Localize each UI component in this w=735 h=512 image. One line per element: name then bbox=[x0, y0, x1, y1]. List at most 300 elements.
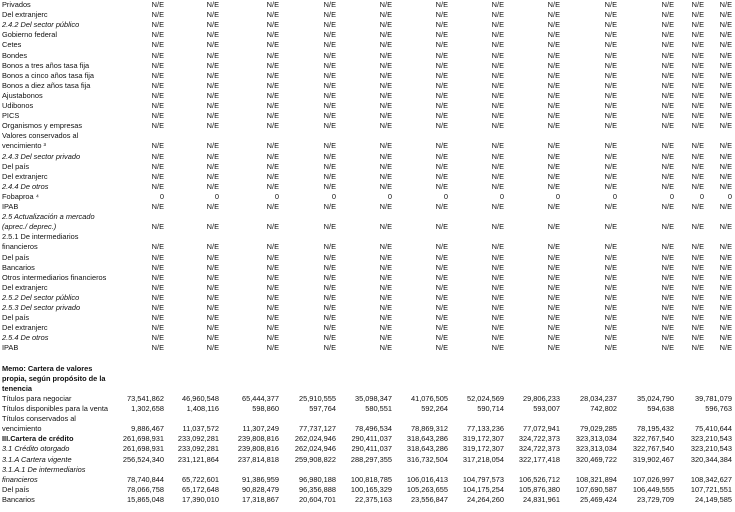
table-cell: N/E bbox=[151, 50, 164, 60]
table-cell: N/E bbox=[151, 90, 164, 100]
table-cell: 106,449,555 bbox=[632, 484, 674, 494]
table-cell: 41,076,505 bbox=[411, 393, 448, 403]
table-cell: 78,496,534 bbox=[355, 424, 392, 434]
row-label: vencimiento ³ bbox=[2, 141, 46, 151]
table-cell: N/E bbox=[604, 292, 617, 302]
table-cell: 322,767,540 bbox=[632, 434, 674, 444]
table-cell: N/E bbox=[547, 60, 560, 70]
table-cell: 104,175,254 bbox=[462, 484, 504, 494]
table-cell: N/E bbox=[435, 282, 448, 292]
table-cell: N/E bbox=[661, 292, 674, 302]
table-cell: N/E bbox=[719, 10, 732, 20]
table-cell: N/E bbox=[435, 60, 448, 70]
row-label: Títulos para negociar bbox=[2, 393, 72, 403]
row-label: Bancarios bbox=[2, 494, 35, 504]
table-cell: N/E bbox=[379, 40, 392, 50]
table-cell: N/E bbox=[547, 313, 560, 323]
table-cell: N/E bbox=[719, 323, 732, 333]
table-cell: N/E bbox=[491, 202, 504, 211]
table-cell: N/E bbox=[604, 40, 617, 50]
table-cell: N/E bbox=[719, 262, 732, 272]
table-cell: N/E bbox=[691, 282, 704, 292]
table-cell: N/E bbox=[547, 202, 560, 211]
table-cell: 290,411,037 bbox=[351, 434, 392, 444]
table-cell: N/E bbox=[323, 20, 336, 30]
table-cell: 79,029,285 bbox=[580, 424, 617, 434]
table-cell: N/E bbox=[604, 252, 617, 262]
table-cell: 261,698,931 bbox=[122, 434, 164, 444]
table-cell: N/E bbox=[491, 262, 504, 272]
table-cell: 52,024,569 bbox=[467, 393, 504, 403]
table-cell: N/E bbox=[151, 30, 164, 40]
table-cell: N/E bbox=[691, 40, 704, 50]
table-cell: N/E bbox=[435, 161, 448, 171]
table-cell: 319,902,467 bbox=[632, 454, 674, 464]
table-cell: N/E bbox=[719, 0, 732, 9]
table-cell: 23,556,847 bbox=[411, 494, 448, 504]
table-cell: N/E bbox=[719, 111, 732, 121]
table-cell: N/E bbox=[266, 333, 279, 343]
row-label: financieros bbox=[2, 474, 38, 484]
table-cell: N/E bbox=[547, 101, 560, 110]
table-cell: N/E bbox=[661, 171, 674, 181]
table-cell: N/E bbox=[491, 323, 504, 333]
table-cell: N/E bbox=[206, 151, 219, 161]
table-cell: N/E bbox=[719, 121, 732, 131]
table-cell: N/E bbox=[661, 101, 674, 110]
table-cell: 592,264 bbox=[421, 404, 448, 413]
table-cell: N/E bbox=[547, 171, 560, 181]
table-cell: N/E bbox=[491, 252, 504, 262]
table-cell: N/E bbox=[206, 313, 219, 323]
table-cell: 0 bbox=[331, 191, 336, 201]
table-cell: 231,121,864 bbox=[177, 454, 219, 464]
row-label: Del extranjerc bbox=[2, 171, 48, 181]
table-cell: N/E bbox=[323, 30, 336, 40]
row-label: Ajustabonos bbox=[2, 90, 43, 100]
table-cell: 22,375,163 bbox=[355, 494, 392, 504]
table-cell: N/E bbox=[323, 272, 336, 282]
table-cell: N/E bbox=[491, 80, 504, 90]
table-cell: N/E bbox=[691, 10, 704, 20]
table-cell: N/E bbox=[435, 323, 448, 333]
table-cell: N/E bbox=[323, 222, 336, 232]
table-cell: N/E bbox=[691, 333, 704, 343]
table-cell: N/E bbox=[379, 202, 392, 211]
table-cell: N/E bbox=[661, 303, 674, 312]
table-cell: N/E bbox=[604, 20, 617, 30]
table-cell: N/E bbox=[435, 40, 448, 50]
table-cell: N/E bbox=[547, 161, 560, 171]
table-cell: N/E bbox=[691, 141, 704, 151]
table-cell: N/E bbox=[206, 90, 219, 100]
table-cell: N/E bbox=[604, 272, 617, 282]
table-cell: N/E bbox=[547, 121, 560, 131]
table-cell: 580,551 bbox=[365, 404, 392, 413]
table-cell: N/E bbox=[435, 121, 448, 131]
table-cell: N/E bbox=[379, 333, 392, 343]
table-cell: N/E bbox=[435, 20, 448, 30]
table-cell: N/E bbox=[206, 80, 219, 90]
table-cell: N/E bbox=[491, 171, 504, 181]
table-cell: N/E bbox=[547, 141, 560, 151]
table-cell: N/E bbox=[691, 101, 704, 110]
table-cell: N/E bbox=[323, 242, 336, 252]
table-cell: N/E bbox=[661, 60, 674, 70]
table-cell: N/E bbox=[604, 101, 617, 110]
table-cell: N/E bbox=[266, 181, 279, 191]
table-cell: N/E bbox=[151, 262, 164, 272]
table-cell: N/E bbox=[661, 222, 674, 232]
table-cell: N/E bbox=[266, 202, 279, 211]
table-cell: N/E bbox=[151, 111, 164, 121]
table-cell: N/E bbox=[547, 30, 560, 40]
table-cell: N/E bbox=[604, 50, 617, 60]
table-cell: N/E bbox=[266, 151, 279, 161]
table-cell: N/E bbox=[151, 141, 164, 151]
row-label: Valores conservados al bbox=[2, 131, 79, 141]
table-cell: N/E bbox=[547, 333, 560, 343]
row-label: Del país bbox=[2, 252, 30, 262]
table-cell: 96,980,188 bbox=[299, 474, 336, 484]
table-cell: N/E bbox=[491, 0, 504, 9]
table-cell: 9,886,467 bbox=[131, 424, 164, 434]
row-label: IPAB bbox=[2, 343, 19, 353]
table-cell: N/E bbox=[661, 141, 674, 151]
table-cell: N/E bbox=[266, 40, 279, 50]
table-cell: N/E bbox=[206, 101, 219, 110]
table-cell: N/E bbox=[266, 272, 279, 282]
table-cell: N/E bbox=[379, 161, 392, 171]
table-cell: 319,172,307 bbox=[462, 444, 504, 454]
table-cell: N/E bbox=[604, 80, 617, 90]
table-cell: 77,072,941 bbox=[523, 424, 560, 434]
table-cell: N/E bbox=[435, 151, 448, 161]
table-cell: N/E bbox=[435, 70, 448, 80]
table-cell: 91,386,959 bbox=[242, 474, 279, 484]
row-label: 2.4.2 Del sector público bbox=[2, 20, 80, 30]
table-cell: N/E bbox=[661, 30, 674, 40]
table-cell: 0 bbox=[555, 191, 560, 201]
table-cell: N/E bbox=[435, 50, 448, 60]
table-cell: N/E bbox=[206, 121, 219, 131]
table-cell: N/E bbox=[604, 70, 617, 80]
row-label: Memo: Cartera de valores bbox=[2, 363, 93, 373]
table-cell: N/E bbox=[491, 313, 504, 323]
table-cell: N/E bbox=[661, 90, 674, 100]
table-cell: N/E bbox=[266, 80, 279, 90]
table-cell: N/E bbox=[719, 70, 732, 80]
table-cell: 323,210,543 bbox=[690, 444, 732, 454]
table-cell: N/E bbox=[379, 101, 392, 110]
table-cell: N/E bbox=[323, 161, 336, 171]
table-cell: 0 bbox=[612, 191, 617, 201]
table-cell: N/E bbox=[435, 222, 448, 232]
row-label: Bancarios bbox=[2, 262, 35, 272]
table-cell: N/E bbox=[604, 60, 617, 70]
table-cell: N/E bbox=[435, 313, 448, 323]
table-cell: N/E bbox=[379, 242, 392, 252]
table-cell: N/E bbox=[719, 292, 732, 302]
table-cell: 35,098,347 bbox=[355, 393, 392, 403]
table-cell: N/E bbox=[266, 171, 279, 181]
table-cell: 77,737,127 bbox=[299, 424, 336, 434]
table-cell: N/E bbox=[379, 10, 392, 20]
table-cell: N/E bbox=[719, 272, 732, 282]
table-cell: N/E bbox=[691, 50, 704, 60]
table-cell: 78,195,432 bbox=[637, 424, 674, 434]
table-cell: N/E bbox=[379, 323, 392, 333]
table-cell: N/E bbox=[323, 141, 336, 151]
table-cell: 0 bbox=[669, 191, 674, 201]
table-cell: N/E bbox=[379, 60, 392, 70]
row-label: Privados bbox=[2, 0, 31, 9]
table-cell: 65,172,648 bbox=[182, 484, 219, 494]
table-cell: 0 bbox=[159, 191, 164, 201]
table-cell: N/E bbox=[206, 262, 219, 272]
table-cell: 316,732,504 bbox=[406, 454, 448, 464]
table-cell: 290,411,037 bbox=[351, 444, 392, 454]
table-cell: N/E bbox=[491, 222, 504, 232]
table-cell: N/E bbox=[691, 252, 704, 262]
row-label: Del país bbox=[2, 313, 30, 323]
table-cell: N/E bbox=[435, 181, 448, 191]
table-cell: 593,007 bbox=[533, 404, 560, 413]
table-cell: 0 bbox=[387, 191, 392, 201]
table-cell: N/E bbox=[491, 101, 504, 110]
table-cell: N/E bbox=[151, 202, 164, 211]
table-cell: N/E bbox=[266, 90, 279, 100]
table-cell: N/E bbox=[323, 282, 336, 292]
table-cell: N/E bbox=[266, 343, 279, 353]
table-cell: N/E bbox=[604, 262, 617, 272]
table-cell: N/E bbox=[719, 313, 732, 323]
row-label: Del extranjerc bbox=[2, 10, 48, 20]
table-cell: N/E bbox=[661, 343, 674, 353]
row-label: Bonos a tres años tasa fija bbox=[2, 60, 90, 70]
table-cell: N/E bbox=[379, 80, 392, 90]
table-cell: 78,066,758 bbox=[127, 484, 164, 494]
table-cell: N/E bbox=[206, 222, 219, 232]
table-cell: N/E bbox=[379, 282, 392, 292]
table-cell: N/E bbox=[661, 111, 674, 121]
table-cell: N/E bbox=[491, 181, 504, 191]
table-cell: 24,831,961 bbox=[523, 494, 560, 504]
table-cell: N/E bbox=[604, 111, 617, 121]
table-cell: N/E bbox=[491, 121, 504, 131]
table-cell: N/E bbox=[719, 30, 732, 40]
table-cell: N/E bbox=[491, 272, 504, 282]
table-cell: N/E bbox=[491, 70, 504, 80]
table-cell: N/E bbox=[323, 151, 336, 161]
table-cell: N/E bbox=[151, 333, 164, 343]
row-label: 2.5.3 Del sector privado bbox=[2, 303, 81, 312]
row-label: III.Cartera de crédito bbox=[2, 434, 74, 444]
table-cell: N/E bbox=[491, 30, 504, 40]
table-cell: 596,763 bbox=[705, 404, 732, 413]
table-cell: N/E bbox=[151, 313, 164, 323]
table-cell: N/E bbox=[547, 90, 560, 100]
table-cell: N/E bbox=[206, 343, 219, 353]
table-cell: 324,722,373 bbox=[518, 434, 560, 444]
table-cell: N/E bbox=[435, 262, 448, 272]
table-cell: N/E bbox=[691, 151, 704, 161]
table-cell: 742,802 bbox=[590, 404, 617, 413]
table-cell: 20,604,701 bbox=[299, 494, 336, 504]
table-cell: N/E bbox=[547, 181, 560, 191]
table-cell: N/E bbox=[491, 151, 504, 161]
table-cell: N/E bbox=[323, 60, 336, 70]
table-cell: N/E bbox=[547, 0, 560, 9]
table-cell: N/E bbox=[323, 50, 336, 60]
table-cell: N/E bbox=[604, 10, 617, 20]
table-cell: N/E bbox=[604, 0, 617, 9]
table-cell: N/E bbox=[323, 40, 336, 50]
table-cell: N/E bbox=[266, 70, 279, 80]
table-cell: N/E bbox=[691, 202, 704, 211]
table-cell: 28,034,237 bbox=[580, 393, 617, 403]
table-cell: N/E bbox=[266, 292, 279, 302]
table-cell: 105,263,655 bbox=[406, 484, 448, 494]
table-cell: N/E bbox=[661, 313, 674, 323]
table-cell: N/E bbox=[491, 141, 504, 151]
row-label: 2.4.3 Del sector privado bbox=[2, 151, 81, 161]
table-cell: N/E bbox=[691, 292, 704, 302]
table-cell: N/E bbox=[661, 333, 674, 343]
table-cell: N/E bbox=[206, 60, 219, 70]
table-cell: N/E bbox=[547, 40, 560, 50]
table-cell: N/E bbox=[661, 121, 674, 131]
table-cell: N/E bbox=[491, 343, 504, 353]
table-cell: N/E bbox=[435, 292, 448, 302]
table-cell: 239,808,816 bbox=[237, 444, 279, 454]
table-cell: N/E bbox=[266, 50, 279, 60]
table-cell: N/E bbox=[206, 303, 219, 312]
table-cell: N/E bbox=[491, 40, 504, 50]
table-cell: N/E bbox=[266, 20, 279, 30]
table-cell: N/E bbox=[691, 30, 704, 40]
table-cell: N/E bbox=[435, 252, 448, 262]
table-cell: 107,690,587 bbox=[575, 484, 617, 494]
table-cell: N/E bbox=[435, 90, 448, 100]
table-cell: N/E bbox=[661, 262, 674, 272]
table-cell: 1,302,658 bbox=[131, 404, 164, 413]
table-cell: N/E bbox=[151, 272, 164, 282]
table-cell: 108,342,627 bbox=[690, 474, 732, 484]
table-cell: N/E bbox=[266, 313, 279, 323]
table-cell: N/E bbox=[379, 30, 392, 40]
table-cell: N/E bbox=[661, 80, 674, 90]
table-cell: 73,541,862 bbox=[127, 393, 164, 403]
table-cell: N/E bbox=[661, 323, 674, 333]
table-cell: 105,876,380 bbox=[518, 484, 560, 494]
table-cell: 239,808,816 bbox=[237, 434, 279, 444]
row-label: 3.1.A Cartera vigente bbox=[2, 454, 72, 464]
table-cell: N/E bbox=[491, 282, 504, 292]
table-cell: N/E bbox=[719, 282, 732, 292]
table-cell: N/E bbox=[691, 262, 704, 272]
table-cell: N/E bbox=[491, 50, 504, 60]
table-cell: N/E bbox=[719, 101, 732, 110]
table-cell: 324,722,373 bbox=[518, 444, 560, 454]
table-cell: N/E bbox=[206, 40, 219, 50]
row-label: Bondes bbox=[2, 50, 28, 60]
table-cell: N/E bbox=[691, 80, 704, 90]
table-cell: 0 bbox=[443, 191, 448, 201]
table-cell: N/E bbox=[604, 313, 617, 323]
row-label: Del extranjerc bbox=[2, 323, 48, 333]
table-cell: N/E bbox=[206, 171, 219, 181]
table-cell: N/E bbox=[604, 121, 617, 131]
table-cell: N/E bbox=[691, 90, 704, 100]
table-cell: N/E bbox=[323, 252, 336, 262]
table-cell: N/E bbox=[206, 272, 219, 282]
table-cell: N/E bbox=[691, 313, 704, 323]
table-cell: N/E bbox=[206, 282, 219, 292]
table-cell: N/E bbox=[719, 161, 732, 171]
table-cell: N/E bbox=[379, 121, 392, 131]
table-cell: N/E bbox=[151, 282, 164, 292]
table-cell: N/E bbox=[661, 242, 674, 252]
table-cell: 237,814,818 bbox=[237, 454, 279, 464]
table-cell: N/E bbox=[547, 20, 560, 30]
table-cell: N/E bbox=[661, 161, 674, 171]
table-cell: N/E bbox=[379, 50, 392, 60]
table-cell: N/E bbox=[379, 252, 392, 262]
table-cell: 107,721,551 bbox=[690, 484, 732, 494]
table-cell: 39,781,079 bbox=[695, 393, 732, 403]
table-cell: 11,307,249 bbox=[242, 424, 279, 434]
table-cell: 75,410,644 bbox=[695, 424, 732, 434]
row-label: Del país bbox=[2, 484, 30, 494]
table-cell: N/E bbox=[604, 333, 617, 343]
table-cell: N/E bbox=[661, 20, 674, 30]
table-cell: N/E bbox=[547, 323, 560, 333]
table-cell: N/E bbox=[691, 60, 704, 70]
table-cell: N/E bbox=[491, 10, 504, 20]
row-label: Del país bbox=[2, 161, 30, 171]
table-cell: N/E bbox=[547, 282, 560, 292]
row-label: PICS bbox=[2, 111, 20, 121]
row-label: Bonos a diez años tasa fija bbox=[2, 80, 91, 90]
table-cell: N/E bbox=[266, 0, 279, 9]
table-cell: 1,408,116 bbox=[186, 404, 219, 413]
table-cell: N/E bbox=[206, 292, 219, 302]
row-label: Gobierno federal bbox=[2, 30, 58, 40]
table-cell: N/E bbox=[266, 30, 279, 40]
table-cell: N/E bbox=[691, 70, 704, 80]
table-cell: N/E bbox=[266, 111, 279, 121]
table-cell: N/E bbox=[435, 111, 448, 121]
table-cell: N/E bbox=[323, 80, 336, 90]
table-cell: N/E bbox=[151, 151, 164, 161]
table-cell: 318,643,286 bbox=[406, 434, 448, 444]
row-label: 3.1.A.1 De intermediarios bbox=[2, 464, 86, 474]
row-label: propia, según propósito de la bbox=[2, 373, 106, 383]
table-cell: N/E bbox=[323, 303, 336, 312]
table-cell: N/E bbox=[206, 70, 219, 80]
table-cell: 24,149,585 bbox=[695, 494, 732, 504]
table-cell: N/E bbox=[323, 181, 336, 191]
table-cell: N/E bbox=[661, 50, 674, 60]
table-cell: N/E bbox=[435, 303, 448, 312]
table-cell: N/E bbox=[547, 343, 560, 353]
table-cell: N/E bbox=[206, 50, 219, 60]
row-label: financieros bbox=[2, 242, 38, 252]
table-cell: N/E bbox=[604, 282, 617, 292]
table-cell: N/E bbox=[661, 40, 674, 50]
table-cell: N/E bbox=[691, 323, 704, 333]
